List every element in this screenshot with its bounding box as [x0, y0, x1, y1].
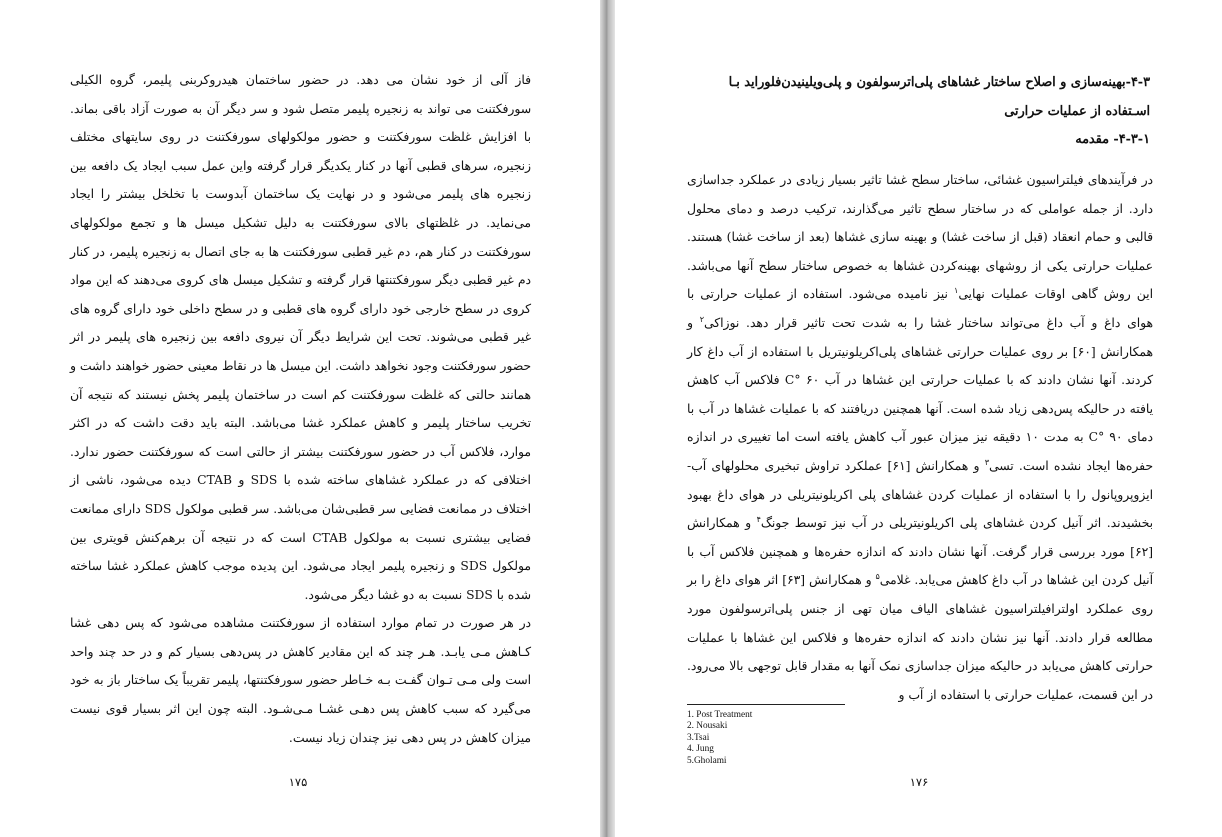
- left-paragraph-2: در هر صورت در تمام موارد استفاده از سورفکتنت مشاهده می‌شود که پس دهی غشا کـاهش مـی یابـد. هـر چند که این مقادیر کاهش در پس‌دهی بسیار کم و در حد چند واحد است ولی مـی تـوان گفـت بـه خـاطر حضور سورفکتنتها، پلیمر تقریباً یک ساختار باز به خود می‌گیرد که سبب کاهش پس دهـی غشـا مـی‌شـود. البته چون این اثر بسیار قوی نیست میزان کاهش در پس دهی نیز چندان زیاد نیست.: [70, 616, 531, 745]
- right-page-body: [687, 166, 1153, 709]
- text-segment: در فرآیندهای فیلتراسیون غشائی، ساختار سطح غشا تاثیر بسیار زیادی در عملکرد جداسازی دارد. از جمله عواملی که در ساختار سطح تاثیر می‌گذارند، ترکیب درصد و دمای محلول قالبی و حمام انعقاد (قبل از ساخت غشا) و بهینه سازی غشاها (بعد از ساخت غشا) هستند. عملیات حرارتی یکی از روشهای بهینه‌کردن غشاها به خصوص ساختار سطح آنها می‌باشد. این روش گاهی اوقات عملیات نهایی: [687, 173, 1154, 302]
- text-segment: و همکارانش [۶۱] عملکرد تراوش تبخیری محلولهای آب-ایزوپروپانول را با استفاده از عملیات کردن غشاهای پلی اکریلونیتریلی در هوای داغ بهبود بخشیدند. اثر آنیل کردن غشاهای پلی اکریلونیتریلی در آب نیز توسط جونگ: [687, 458, 1154, 531]
- footnote-item: 5.Gholami: [687, 755, 727, 766]
- text-segment: و همکارانش [۶۳] اثر هوای داغ را بر روی عملکرد اولترافیلتراسیون غشاهای الیاف میان تهی از جنس پلی‌اترسولفون مورد مطالعه قرار دادند. آنها نیز نشان دادند که اندازه حفره‌ها و فلاکس این غشاها با عملیات حرارتی کاهش می‌یابد در حالیکه میزان جداسازی نمک آنها به مقدار قابل توجهی بالا می‌رود. در این قسمت، عملیات حرارتی با استفاده از آب و: [687, 573, 1153, 702]
- footnote-item: 2. Nousaki: [687, 721, 728, 732]
- left-page-number: ۱۷۵: [288, 775, 308, 789]
- subsection-heading: ۴-۳-۱- مقدمه: [1075, 132, 1150, 147]
- footnote-item: 4. Jung: [687, 744, 714, 755]
- text-segment: نیز نامیده می‌شود. استفاده از عملیات حرارتی با هوای داغ و آب داغ می‌تواند ساختار غشا را به شدت تحت تاثیر قرار دهد. نوزاکی: [687, 287, 1153, 330]
- left-page-body: [70, 66, 531, 752]
- footnote-item: 3.Tsai: [687, 732, 710, 743]
- footnote-marker: ۳: [984, 457, 989, 467]
- footnote-item: 1. Post Treatment: [687, 710, 753, 720]
- left-page: [0, 0, 600, 837]
- book-gutter: [600, 0, 615, 837]
- right-page-number: ۱۷۶: [909, 775, 929, 789]
- right-page: [615, 0, 1222, 837]
- section-heading: ۴-۳-بهینه‌سازی و اصلاح ساختار غشاهای پلی‌اترسولفون و پلی‌ویلینیدن‌فلوراید بـا اسـتفاده از عملیات حرارتی: [728, 75, 1150, 119]
- footnote-divider: [687, 704, 845, 705]
- right-paragraph-1: [687, 166, 1153, 709]
- text-segment: و همکارانش [۶۰] بر روی عملیات حرارتی غشاهای پلی‌اکریلونیتریل با استفاده از آب داغ کار کردند. آنها نشان دادند که با عملیات حرارتی این غشاها در آب ۶۰ °C فلاکس آب کاهش یافته در حالیکه پس‌دهی زیاد شده است. آنها همچنین دریافتند که با عملیات غشاها در آب با دمای ۹۰ °C به مدت ۱۰ دقیقه نیز میزان عبور آب کاهش یافته است اما تغییری در اندازه حفره‌ها ایجاد نشده است. تسی: [687, 315, 1153, 473]
- footnote-marker: ۵: [875, 572, 880, 582]
- footnote-marker: ۲: [699, 314, 705, 324]
- footnote-marker: ۴: [756, 515, 761, 525]
- footnote-marker: ۱: [954, 286, 959, 296]
- footnotes: [687, 710, 752, 767]
- left-paragraph-1: فاز آلی از خود نشان می دهد. در حضور ساختمان هیدروکربنی پلیمر، گروه الکیلی سورفکتنت می تواند به زنجیره پلیمر متصل شود و سر دیگر آن به صورت آزاد باقی بماند. با افزایش غلظت سورفکتنت و حضور مولکولهای سورفکتنت در روی سایتهای مختلف زنجیره، سرهای قطبی آنها در کنار یکدیگر قرار گرفته واین عمل سبب ایجاد یک دافعه بین زنجیره های پلیمر می‌شود و در نهایت یک ساختمان آبدوست با تخلخل بیشتر را ایجاد می‌نماید. در غلظتهای بالای سورفکتنت به دلیل تشکیل میسل ها و تجمع مولکولهای سورفکتنت در کنار هم، دم غیر قطبی سورفکتنت ها به جای اتصال به زنجیره پلیمر، در کنار دم غیر قطبی دیگر سورفکتنتها قرار گرفته و تشکیل میسل های کروی می‌دهند که این مواد کروی در سطح خارجی خود دارای گروه های قطبی و در سطح داخلی خود دارای گروه های غیر قطبی می‌شوند. تحت این شرایط دیگر آن نیروی دافعه بین زنجیره های پلیمر در اثر حضور سورفکتنت وجود نخواهد داشت. این میسل ها در نقاط معینی حضور خواهند داشت و همانند حالتی که غلظت سورفکتنت کم است در ساختمان پلیمر پخش نیستند که نتیجه آن تخریب ساختار پلیمر و کاهش عملکرد غشا می‌باشد. البته باید دقت داشت که در اکثر موارد، فلاکس آب در حضور سورفکتنت بیشتر از حالتی است که سورفکتنت حضور ندارد. اختلافی که در عملکرد غشاهای ساخته شده با SDS و CTAB دیده می‌شود، ناشی از اختلاف در ممانعت فضایی سر قطبی‌شان می‌باشد. سر قطبی مولکول SDS دارای ممانعت فضایی بیشتری نسبت به مولکول CTAB است که در نتیجه آن برهم‌کنش قویتری بین مولکول SDS و زنجیره پلیمر ایجاد می‌شود. این پدیده موجب کاهش عملکرد غشا ساخته شده با SDS نسبت به دو غشا دیگر می‌شود.: [70, 73, 531, 602]
- text-segment: و همکارانش [۶۲] مورد بررسی قرار گرفت. آنها نشان دادند که اندازه حفره‌ها و همچنین فلاکس آب با آنیل کردن این غشاها در آب داغ کاهش می‌یابد. غلامی: [687, 516, 1153, 588]
